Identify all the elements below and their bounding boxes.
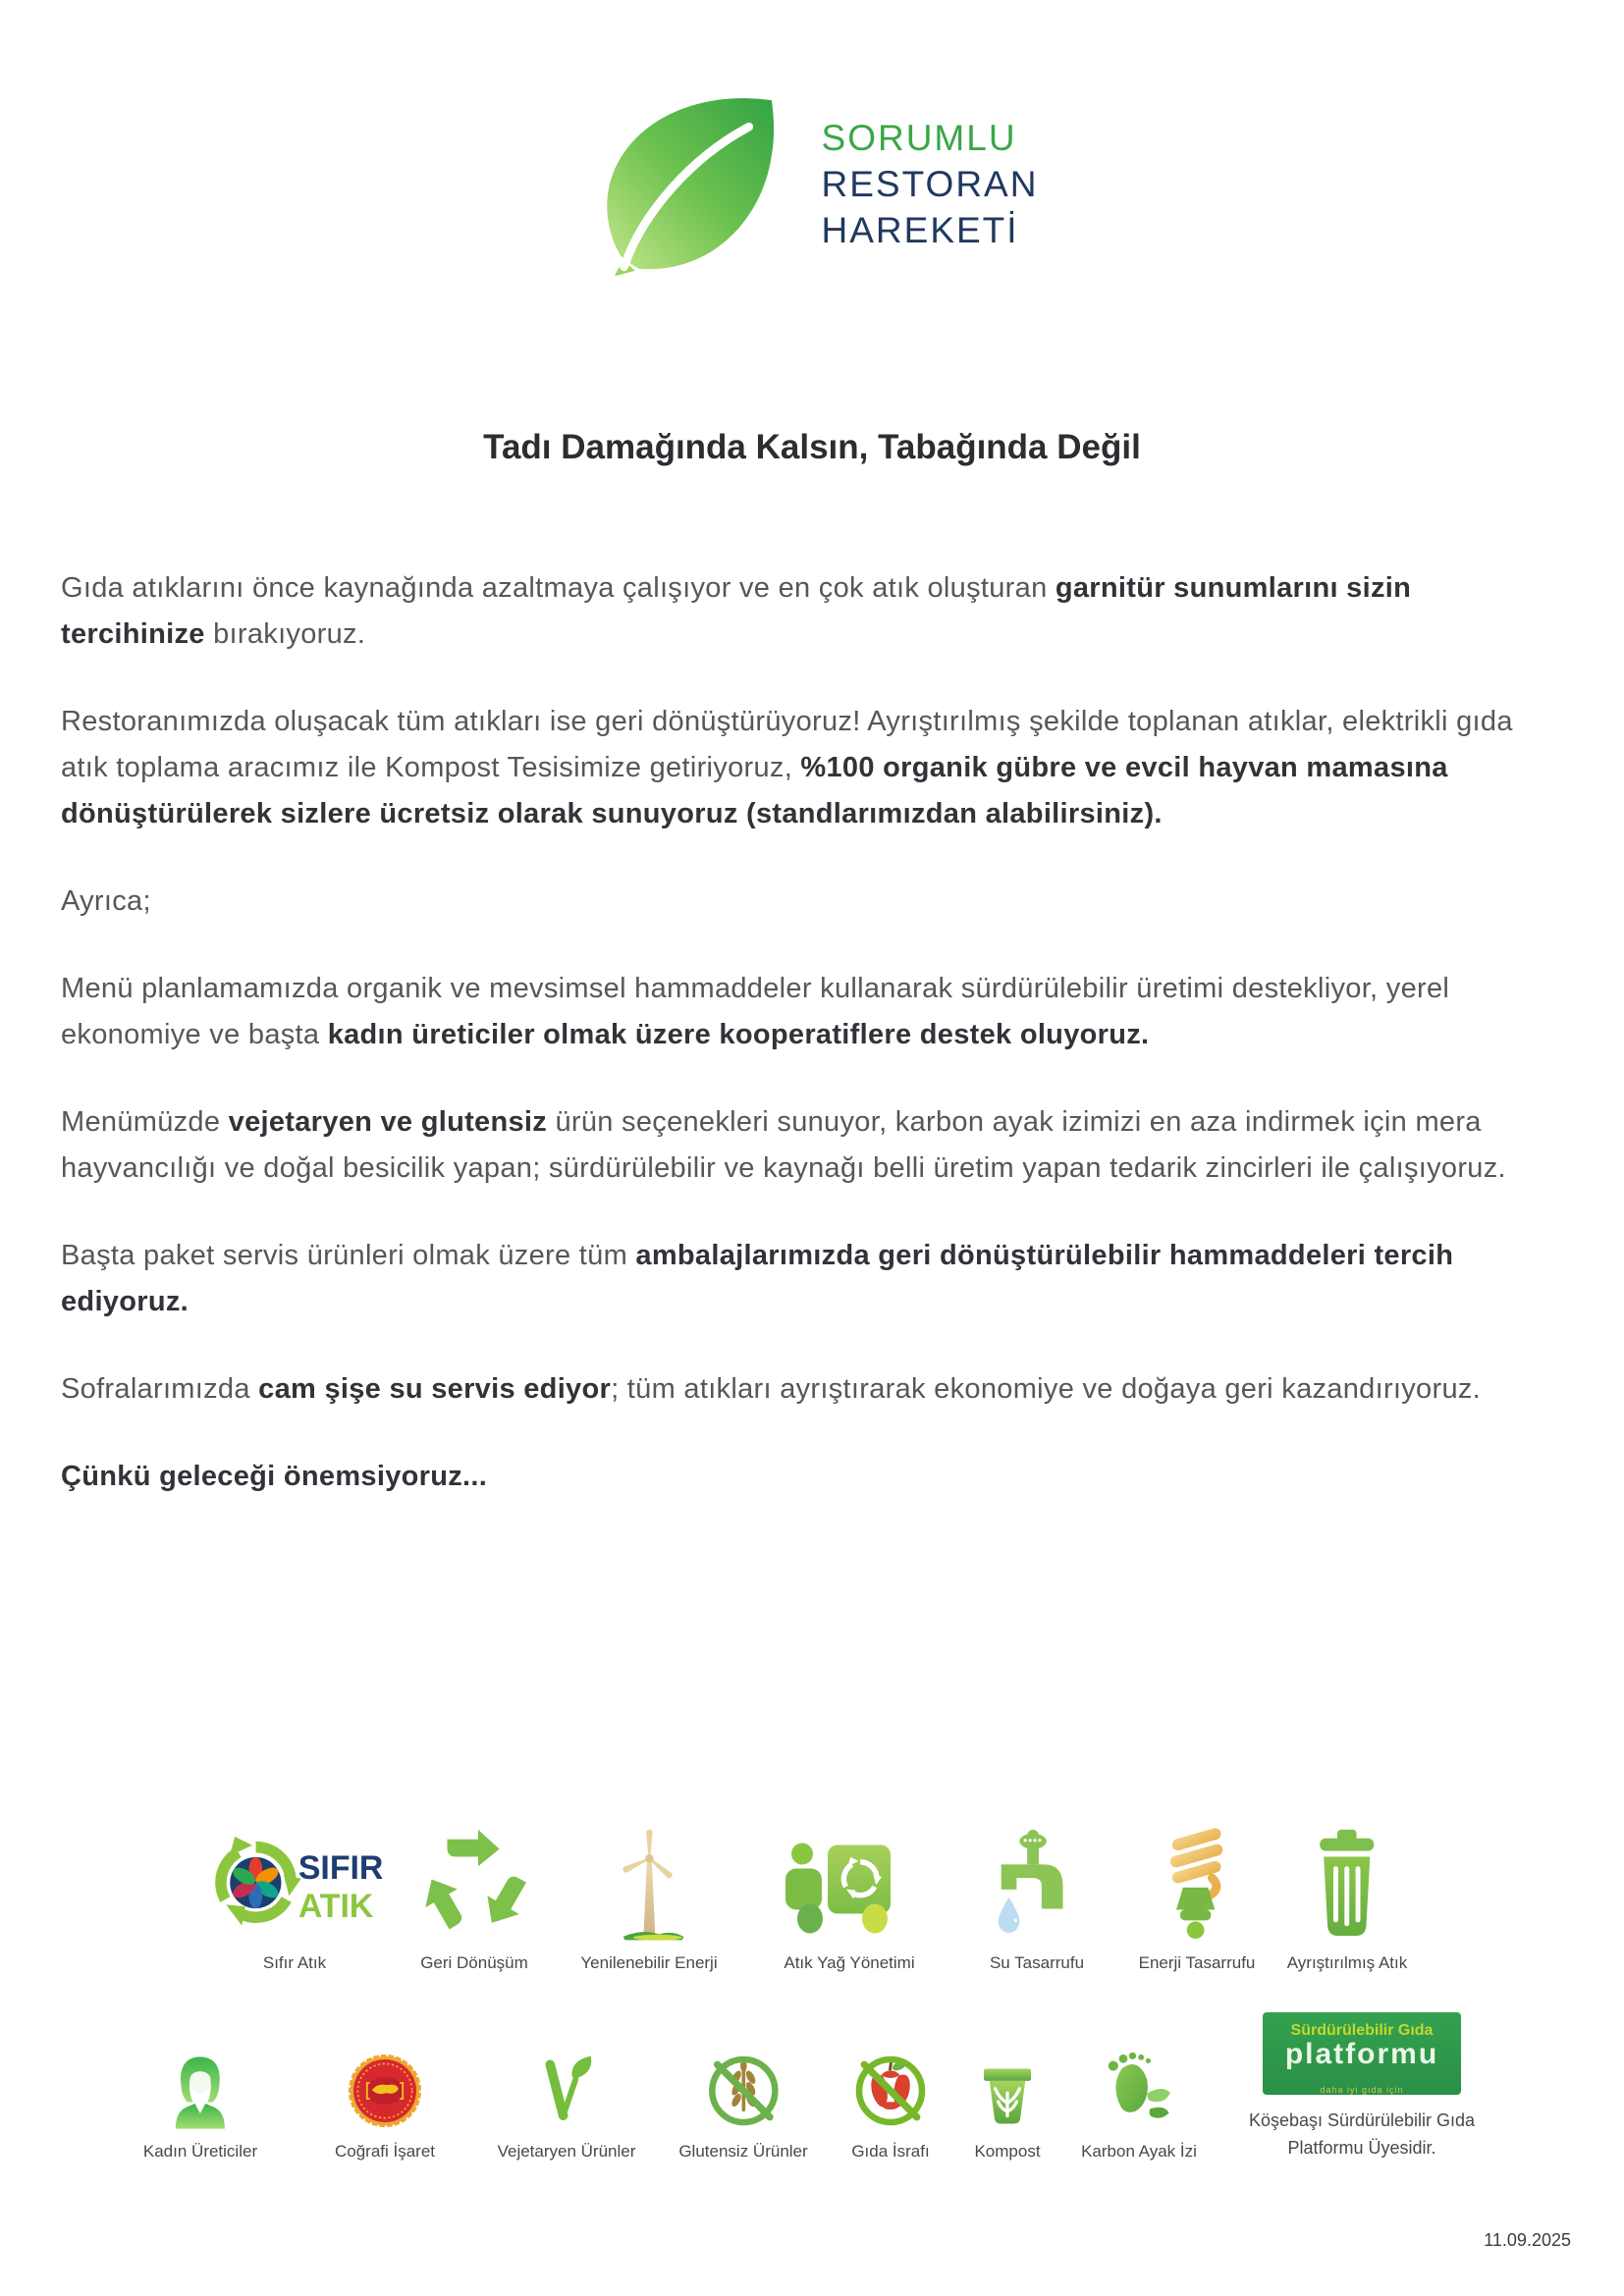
icon-cell-kadin-ureticiler bbox=[143, 2052, 257, 2162]
paragraph: Gıda atıklarını önce kaynağında azaltmaya çalışıyor ve en çok atık oluşturan garnitür sunumlarını sizin tercihinize bırakıyoruz. bbox=[61, 572, 1412, 650]
paragraph: Ayrıca; bbox=[61, 885, 151, 917]
icon-cell-yenilenebilir-enerji bbox=[580, 1826, 717, 1973]
icon-label: Sıfır Atık bbox=[262, 1953, 327, 1972]
icon-label: Geri Dönüşüm bbox=[420, 1953, 528, 1972]
page-title: Tadı Damağında Kalsın, Tabağında Değil bbox=[483, 428, 1141, 466]
body-text bbox=[61, 565, 1563, 1541]
paragraph: Sofralarımızda cam şişe su servis ediyor; tüm atıkları ayrıştırarak ekonomiye ve doğaya geri kazandırıyoruz. bbox=[61, 1373, 1482, 1405]
no-food-waste-icon bbox=[838, 2052, 944, 2130]
brand-line-2: RESTORAN bbox=[821, 163, 1039, 204]
faucet-icon bbox=[984, 1826, 1090, 1942]
icon-label: Vejetaryen Ürünler bbox=[497, 2142, 636, 2161]
zero-waste-text-bottom: ATIK bbox=[298, 1887, 374, 1925]
icon-label: Gıda İsrafı bbox=[851, 2142, 930, 2161]
icon-cell-glutensiz bbox=[678, 2052, 807, 2162]
vegetarian-v-leaf-icon bbox=[517, 2052, 616, 2130]
icon-label: Coğrafi İşaret bbox=[334, 2142, 436, 2161]
icon-cell-cografi-isaret bbox=[332, 2052, 438, 2162]
icon-row-1 bbox=[0, 1826, 1624, 2022]
brand-logo bbox=[0, 86, 1624, 281]
zero-waste-text-top: SIFIR bbox=[298, 1849, 384, 1888]
platform-badge-line-3: daha iyi gıda için bbox=[1320, 2085, 1404, 2095]
brand-wordmark bbox=[822, 115, 1039, 253]
brand-leaf-icon bbox=[586, 86, 794, 281]
icon-label: Atık Yağ Yönetimi bbox=[784, 1953, 915, 1972]
icon-cell-gida-israfi bbox=[838, 2052, 944, 2162]
icon-row-2 bbox=[0, 2022, 1624, 2277]
icon-label: Kadın Üreticiler bbox=[142, 2142, 258, 2161]
icon-cell-su-tasarrufu bbox=[984, 1826, 1090, 1973]
paragraph: Menümüzde vejetaryen ve glutensiz ürün seçenekleri sunuyor, karbon ayak izimizi en aza indirmek için mera hayvancılığı ve doğal besicilik yapan; sürdürülebilir ve kaynağı belli üretim yapan tedarik zincirleri ile çalışıyoruz. bbox=[61, 1106, 1506, 1184]
icon-label: Kompost bbox=[974, 2142, 1041, 2161]
icon-cell-kompost bbox=[956, 2052, 1058, 2162]
geographical-indication-seal-icon bbox=[332, 2052, 438, 2130]
icon-label: Su Tasarrufu bbox=[989, 1953, 1085, 1972]
icon-label: Karbon Ayak İzi bbox=[1081, 2142, 1197, 2161]
icon-cell-platform-badge bbox=[1234, 2022, 1489, 2162]
waste-oil-truck-icon bbox=[776, 1826, 923, 1942]
icon-label: Glutensiz Ürünler bbox=[678, 2142, 808, 2161]
sustainable-food-platform-badge bbox=[1263, 2012, 1461, 2095]
trash-bin-icon bbox=[1298, 1826, 1396, 1942]
icon-cell-vejetaryen bbox=[498, 2052, 636, 2162]
icon-cell-enerji-tasarrufu bbox=[1139, 1826, 1256, 1973]
icon-cell-ayristirilmis-atik bbox=[1287, 1826, 1407, 1973]
wind-turbine-icon bbox=[600, 1826, 698, 1942]
paragraph: Çünkü geleceği önemsiyoruz... bbox=[61, 1461, 488, 1492]
zero-waste-icon bbox=[198, 1826, 391, 1942]
cfl-bulb-icon bbox=[1148, 1826, 1246, 1942]
carbon-footprint-icon bbox=[1081, 2052, 1197, 2130]
recycle-icon bbox=[414, 1826, 534, 1942]
paragraph: Restoranımızda oluşacak tüm atıkları ise geri dönüştürüyoruz! Ayrıştırılmış şekilde toplanan atıklar, elektrikli gıda atık toplama aracımız ile Kompost Tesisimize getiriyoruz, %100 organik gübre ve evcil hayvan mamasına dönüştürülerek sizlere ücretsiz olarak sunuyoruz (standlarımızdan alabilirsiniz). bbox=[61, 706, 1513, 829]
brand-line-3: HAREKETİ bbox=[821, 209, 1019, 250]
icon-cell-karbon-ayak-izi bbox=[1081, 2052, 1197, 2162]
icon-cell-atik-yag bbox=[776, 1826, 923, 1973]
icon-label: Enerji Tasarrufu bbox=[1138, 1953, 1256, 1972]
paragraph: Başta paket servis ürünleri olmak üzere tüm ambalajlarımızda geri dönüştürülebilir hammaddeleri tercih ediyoruz. bbox=[61, 1240, 1454, 1317]
gluten-free-icon bbox=[690, 2052, 796, 2130]
icon-label: Yenilenebilir Enerji bbox=[580, 1953, 718, 1972]
brand-line-1: SORUMLU bbox=[821, 117, 1017, 158]
paragraph: Menü planlamamızda organik ve mevsimsel hammaddeler kullanarak sürdürülebilir üretimi destekliyor, yerel ekonomiye ve başta kadın üreticiler olmak üzere kooperatiflere destek oluyoruz. bbox=[61, 973, 1450, 1050]
platform-badge-caption: Köşebaşı Sürdürülebilir Gıda Platformu Üyesidir. bbox=[1248, 2110, 1476, 2158]
icon-cell-sifir-atik bbox=[198, 1826, 391, 1973]
document-date: 11.09.2025 bbox=[1484, 2230, 1571, 2250]
platform-badge-line-2: platformu bbox=[1284, 2038, 1439, 2070]
woman-icon bbox=[146, 2052, 254, 2130]
icon-label: Ayrıştırılmış Atık bbox=[1286, 1953, 1408, 1972]
icon-cell-geri-donusum bbox=[414, 1826, 534, 1973]
platform-badge-line-1: Sürdürülebilir Gıda bbox=[1290, 2022, 1434, 2039]
compost-pot-icon bbox=[956, 2052, 1058, 2130]
